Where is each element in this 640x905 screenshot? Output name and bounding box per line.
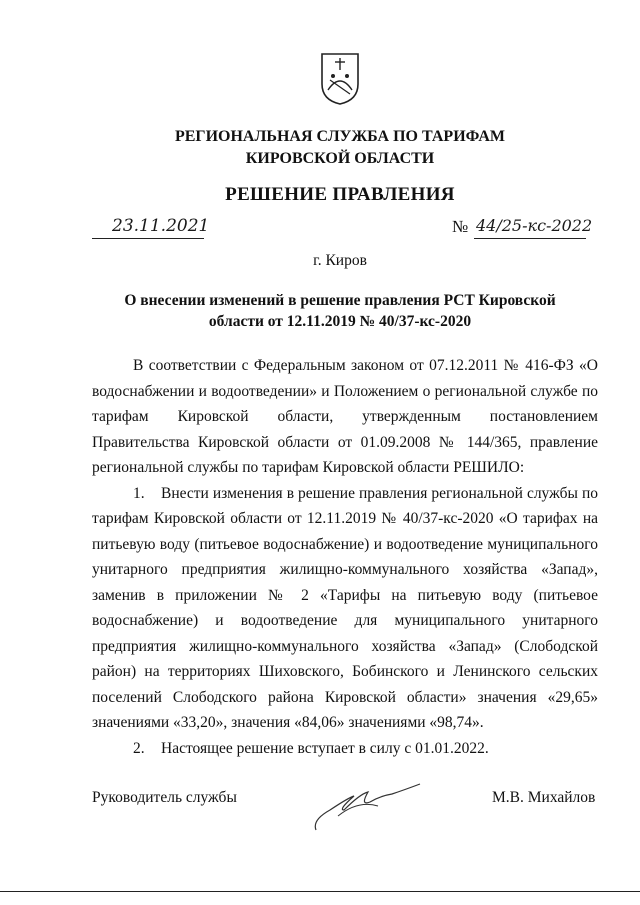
intro-paragraph: В соответствии с Федеральным законом от 07.12.2011 № 416-ФЗ «О водоснабжении и водоотведении» и Положением о региональной службе по тарифам Кировской области, утвержденным постановлением Правительства Кировской области от 01.09.2008 № 144/365, правление региональной службы по тарифам Кировской области РЕШИЛО: (92, 357, 598, 476)
coat-of-arms-icon (318, 50, 362, 106)
signer-name: М.В. Михайлов (492, 789, 596, 806)
signature-icon (308, 776, 438, 836)
city: г. Киров (313, 252, 367, 269)
org-name-line1: РЕГИОНАЛЬНАЯ СЛУЖБА ПО ТАРИФАМ (174, 128, 506, 145)
list-item (92, 481, 598, 736)
item-text: Внести изменения в решение правления региональной службы по тарифам Кировской области от 12.11.2019 № 40/37-кс-2020 «О тарифах на питьевую воду (питьевое водоснабжение) и водоотведение муниципального унитарного предприятия жилищно-коммунального хозяйства «Запад», заменив в приложении № 2 «Тарифы на питьевую воду (питьевое водоснабжение) и водоотведение для муниципального унитарного предприятия жилищно-коммунального хозяйства «Запад» (Слободской район) на территориях Шиховского, Бобинского и Ленинского сельских поселений Слободского района Кировской области» значения «29,65» значениями «33,20», значения «84,06» значениями «98,74». (92, 484, 598, 731)
item-number: 1. (133, 484, 145, 502)
decision-date: 23.11.2021 (112, 216, 210, 236)
list-item (92, 736, 598, 762)
page-bottom-rule (0, 891, 640, 892)
item-text: Настоящее решение вступает в силу с 01.01.2022. (161, 739, 489, 757)
decision-subject: О внесении изменений в решение правления РСТ Кировской области от 12.11.2019 № 40/37-кс-2020 (124, 292, 556, 330)
decision-number: 44/25-кс-2022 (476, 216, 593, 235)
decision-title: РЕШЕНИЕ ПРАВЛЕНИЯ (225, 184, 455, 205)
signer-title: Руководитель службы (92, 789, 237, 806)
number-sign: № (452, 217, 469, 236)
org-name-line2: КИРОВСКОЙ ОБЛАСТИ (245, 150, 435, 167)
document-body (92, 353, 598, 761)
item-number: 2. (133, 739, 145, 757)
